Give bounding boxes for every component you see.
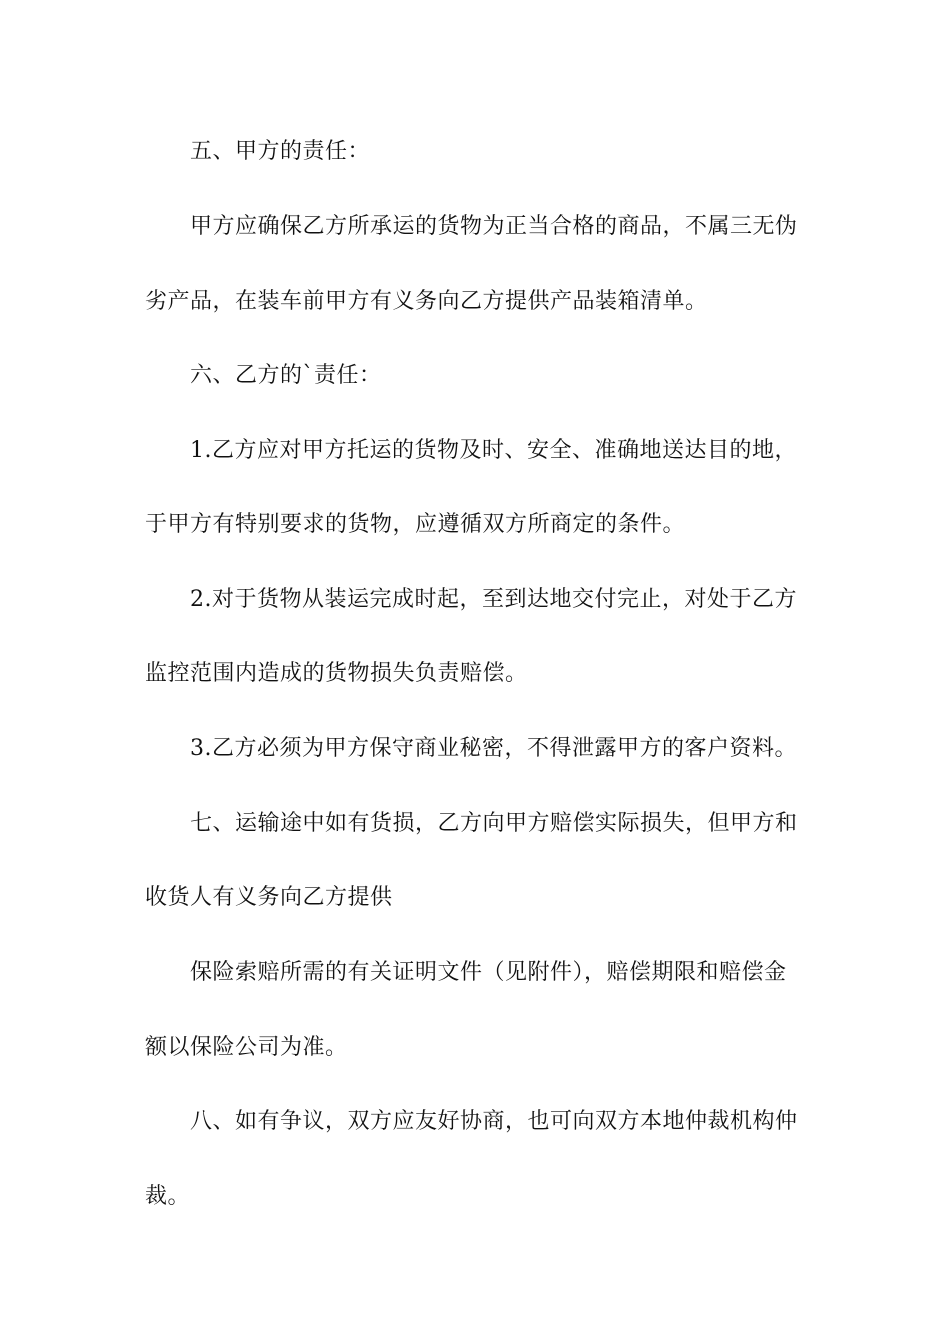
paragraph-line: 额以保险公司为准。 [145,1035,348,1060]
paragraph-line: 裁。 [145,1184,191,1209]
paragraph-line: 3.乙方必须为甲方保守商业秘密，不得泄露甲方的客户资料。 [190,736,797,761]
paragraph-line: 于甲方有特别要求的货物，应遵循双方所商定的条件。 [145,512,686,537]
section-8-heading: 八、如有争议，双方应友好协商，也可向双方本地仲裁机构仲 [190,1109,798,1134]
paragraph-line: 2.对于货物从装运完成时起，至到达地交付完止，对处于乙方 [190,587,797,612]
paragraph-line: 劣产品，在装车前甲方有义务向乙方提供产品装箱清单。 [145,289,708,314]
section-6-heading: 六、乙方的`责任： [190,363,382,388]
paragraph-line: 甲方应确保乙方所承运的货物为正当合格的商品，不属三无伪 [190,214,798,239]
paragraph-line: 监控范围内造成的货物损失负责赔偿。 [145,661,528,686]
paragraph-line: 1.乙方应对甲方托运的货物及时、安全、准确地送达目的地， [190,438,797,463]
paragraph-line: 收货人有义务向乙方提供 [145,885,393,910]
section-5-heading: 五、甲方的责任： [190,139,371,164]
section-7-heading: 七、运输途中如有货损，乙方向甲方赔偿实际损失，但甲方和 [190,811,798,836]
paragraph-line: 保险索赔所需的有关证明文件（见附件），赔偿期限和赔偿金 [190,960,787,985]
